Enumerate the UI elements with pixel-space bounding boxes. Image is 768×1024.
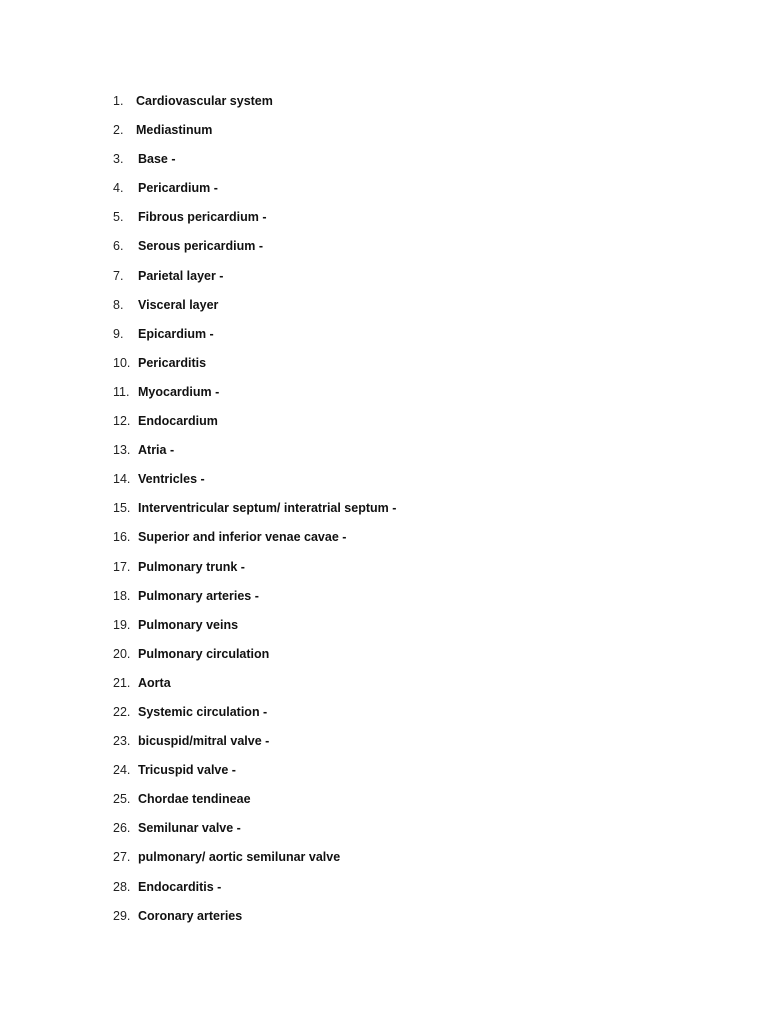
list-item: [113, 93, 396, 122]
list-item: [113, 733, 396, 762]
item-number: 26.: [113, 821, 131, 836]
item-number: 7.: [113, 268, 124, 283]
list-item: [113, 209, 396, 238]
list-item: [113, 559, 396, 588]
item-text: Endocardium: [138, 414, 218, 429]
item-text: Pulmonary veins: [138, 617, 239, 632]
item-number: 5.: [113, 210, 124, 225]
item-number: 29.: [113, 908, 131, 923]
item-number: 25.: [113, 792, 131, 807]
list-item: [113, 413, 396, 442]
item-text: Pulmonary trunk -: [138, 559, 245, 574]
item-text: Endocarditis -: [138, 879, 222, 894]
list-item: [113, 442, 396, 471]
list-item: [113, 908, 396, 937]
item-number: 28.: [113, 879, 131, 894]
item-number: 2.: [113, 123, 124, 138]
list-item: [113, 820, 396, 849]
item-text: Superior and inferior venae cavae -: [138, 530, 347, 545]
list-item: [113, 238, 396, 267]
item-text: Pericarditis: [138, 355, 207, 370]
item-number: 18.: [113, 588, 131, 603]
item-number: 15.: [113, 501, 131, 516]
item-text: Interventricular septum/ interatrial septum -: [138, 501, 397, 516]
list-item: [113, 500, 396, 529]
list-item: [113, 849, 396, 878]
list-item: [113, 675, 396, 704]
item-number: 20.: [113, 646, 131, 661]
item-text: Ventricles -: [138, 472, 205, 487]
item-number: 11.: [113, 384, 130, 399]
list-item: [113, 268, 396, 297]
term-list: [113, 93, 396, 937]
item-number: 13.: [113, 443, 131, 458]
list-item: [113, 529, 396, 558]
list-item: [113, 791, 396, 820]
list-item: [113, 471, 396, 500]
item-text: Parietal layer -: [138, 268, 224, 283]
item-number: 21.: [113, 675, 131, 690]
list-item: [113, 617, 396, 646]
item-number: 16.: [113, 530, 131, 545]
item-number: 24.: [113, 763, 131, 778]
item-text: Visceral layer: [138, 297, 219, 312]
item-text: Fibrous pericardium -: [138, 210, 267, 225]
item-number: 3.: [113, 152, 124, 167]
list-item: [113, 180, 396, 209]
item-text: Systemic circulation -: [138, 704, 268, 719]
list-item: [113, 326, 396, 355]
item-number: 8.: [113, 297, 124, 312]
item-number: 12.: [113, 414, 131, 429]
item-number: 27.: [113, 850, 131, 865]
list-item: [113, 151, 396, 180]
list-item: [113, 762, 396, 791]
item-number: 4.: [113, 181, 124, 196]
item-number: 19.: [113, 617, 131, 632]
list-item: [113, 588, 396, 617]
item-text: Pericardium -: [138, 181, 218, 196]
item-text: Pulmonary arteries -: [138, 588, 259, 603]
item-number: 14.: [113, 472, 131, 487]
item-text: Myocardium -: [138, 384, 220, 399]
item-text: Semilunar valve -: [138, 821, 241, 836]
item-number: 23.: [113, 734, 131, 749]
item-number: 10.: [113, 355, 131, 370]
item-text: Aorta: [138, 675, 171, 690]
item-text: Chordae tendineae: [138, 792, 251, 807]
list-item: [113, 646, 396, 675]
list-item: [113, 704, 396, 733]
item-text: Epicardium -: [138, 326, 214, 341]
item-text: Coronary arteries: [138, 908, 243, 923]
item-text: Mediastinum: [136, 123, 213, 138]
list-item: [113, 879, 396, 908]
item-text: Serous pericardium -: [138, 239, 264, 254]
item-text: pulmonary/ aortic semilunar valve: [138, 850, 341, 865]
item-text: bicuspid/mitral valve -: [138, 734, 270, 749]
list-item: [113, 122, 396, 151]
item-number: 9.: [113, 326, 124, 341]
item-number: 6.: [113, 239, 124, 254]
list-item: [113, 355, 396, 384]
item-text: Pulmonary circulation: [138, 646, 270, 661]
item-number: 1.: [113, 94, 124, 108]
list-item: [113, 297, 396, 326]
item-text: Atria -: [138, 443, 175, 458]
item-text: Base -: [138, 152, 176, 167]
item-text: Cardiovascular system: [136, 94, 273, 108]
list-item: [113, 384, 396, 413]
item-number: 17.: [113, 559, 131, 574]
item-number: 22.: [113, 704, 131, 719]
item-text: Tricuspid valve -: [138, 763, 236, 778]
